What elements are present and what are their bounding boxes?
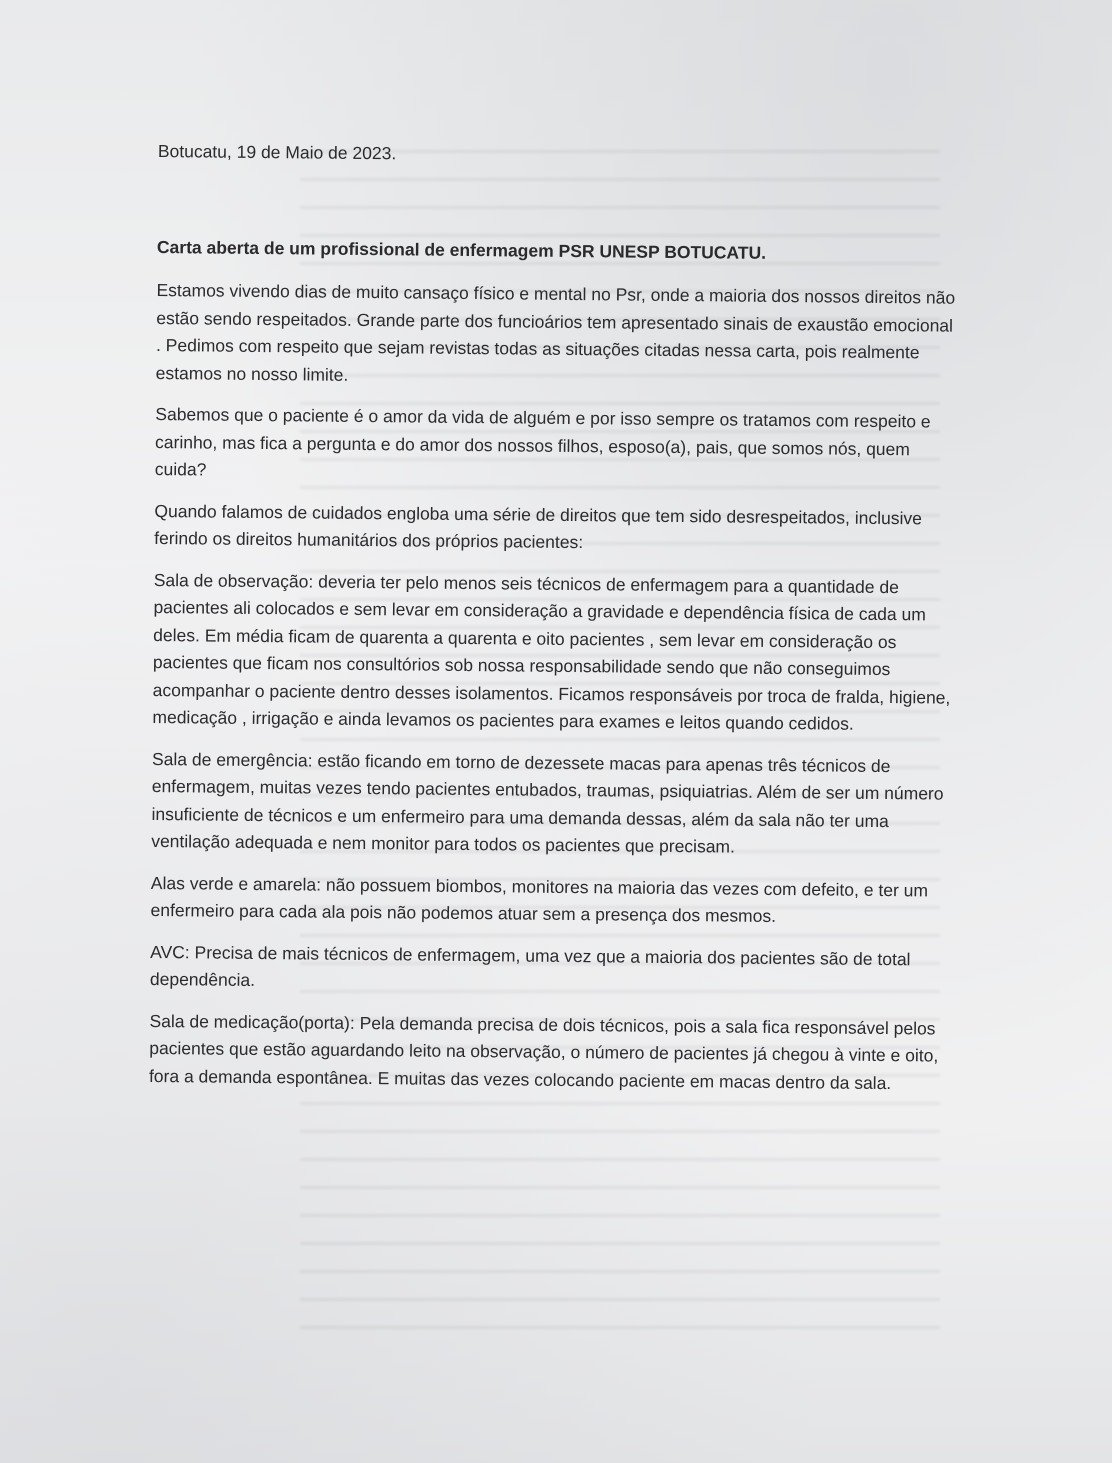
paragraph-exhaustion: Estamos vivendo dias de muito cansaço físico e mental no Psr, onde a maioria dos nossos direitos não estão sendo respeitados. Grande parte dos funcioários tem apresentado sinais de exaustão emocional . Pedimos com respeito que sejam revistas todas as situações citadas nessa carta, pois realmente estamos no nosso limite. (155, 279, 956, 385)
letter-body (149, 138, 958, 1112)
paragraph-observation-room: Sala de observação: deveria ter pelo menos seis técnicos de enfermagem para a quantidade de pacientes ali colocados e sem levar em consideração a gravidade e dependência física de cada um deles. Em média ficam de quarenta a quarenta e oito pacientes , sem levar em consideração os pacientes que ficam nos consultórios sob nossa responsabilidade sendo que não conseguimos acompanhar o paciente dentro desses isolamentos. Ficamos responsáveis por troca de fralda, higiene, medicação , irrigação e ainda levamos os pacientes para exames e leitos quando cedidos. (152, 569, 951, 734)
paragraph-medication-room: Sala de medicação(porta): Pela demanda precisa de dois técnicos, pois a sala fica responsável pelos pacientes que estão aguardando leito na observação, o número de pacientes já chegou à vinte e oito, fora a demanda espontânea. E muitas das vezes colocando paciente em macas dentro da sala. (148, 1010, 939, 1093)
paragraph-avc: AVC: Precisa de mais técnicos de enfermagem, uma vez que a maioria dos pacientes são de total dependência. (149, 941, 911, 990)
paragraph-patient-love: Sabemos que o paciente é o amor da vida de alguém e por isso sempre os tratamos com respeito e carinho, mas fica a pergunta e do amor dos nossos filhos, esposo(a), pais, que somos nós, quem cuida? (154, 403, 931, 480)
paragraph-rights: Quando falamos de cuidados engloba uma série de direitos que tem sido desrespeitados, inclusive ferindo os direitos humanitários dos próprios pacientes: (154, 500, 923, 553)
paragraph-emergency-room: Sala de emergência: estão ficando em torno de dezessete macas para apenas três técnicos de enfermagem, muitas vezes tendo pacientes entubados, traumas, psiquiatrias. Além de ser um número insuficiente de técnicos e um enfermeiro para uma demanda dessas, além da sala não ter uma ventilação adequada e nem monitor para todos os pacientes que precisam. (151, 748, 944, 857)
letter-date: Botucatu, 19 de Maio de 2023. (157, 140, 397, 164)
paragraph-green-yellow-wings: Alas verde e amarela: não possuem biombos, monitores na maioria das vezes com defeito, e ter um enfermeiro para cada ala pois não podemos atuar sem a presença dos mesmos. (150, 872, 929, 926)
letter-title: Carta aberta de um profissional de enfermagem PSR UNESP BOTUCATU. (156, 236, 767, 263)
